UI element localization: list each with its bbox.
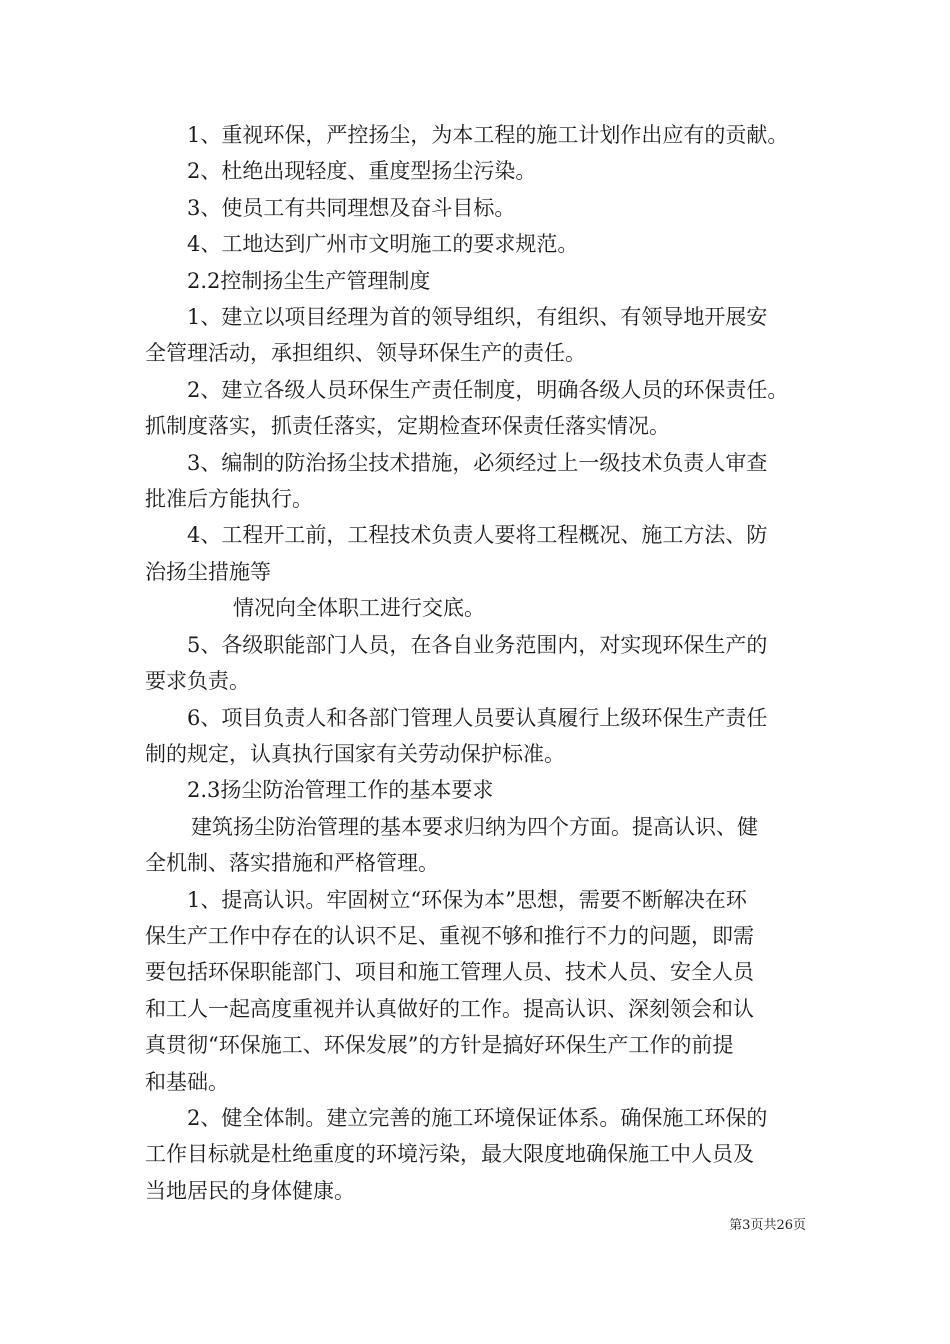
text-line: 保生产工作中存在的认识不足、重视不够和推行不力的问题，即需 [145, 923, 754, 948]
text-line: 要包括环保职能部门、项目和施工管理人员、技术人员、安全人员 [145, 960, 754, 985]
text-line: 1、建立以项目经理为首的领导组织，有组织、有领导地开展安 [187, 305, 768, 330]
text-line: 4、工程开工前，工程技术负责人要将工程概况、施工方法、防 [187, 523, 768, 548]
text-line: 2、健全体制。建立完善的施工环境保证体系。确保施工环保的 [187, 1105, 768, 1130]
text-line: 4、工地达到广州市文明施工的要求规范。 [187, 232, 579, 257]
text-line: 要求负责。 [145, 669, 250, 694]
text-line: 5、各级职能部门人员，在各自业务范围内，对实现环保生产的 [187, 632, 768, 657]
text-line: 真贯彻“环保施工、环保发展”的方针是搞好环保生产工作的前提 [145, 1033, 734, 1058]
text-line: 当地居民的身体健康。 [145, 1178, 355, 1203]
text-line: 和基础。 [145, 1069, 229, 1094]
text-line: 全机制、落实措施和严格管理。 [145, 851, 439, 876]
text-line: 3、使员工有共同理想及奋斗目标。 [187, 195, 516, 220]
text-line: 2、杜绝出现轻度、重度型扬尘污染。 [187, 159, 537, 184]
text-line: 3、编制的防治扬尘技术措施，必须经过上一级技术负责人审查 [187, 450, 768, 475]
text-line: 建筑扬尘防治管理的基本要求归纳为四个方面。提高认识、健 [191, 814, 758, 839]
text-line: 制的规定，认真执行国家有关劳动保护标准。 [145, 741, 565, 766]
body-text [145, 117, 825, 1209]
text-line: 工作目标就是杜绝重度的环境污染，最大限度地确保施工中人员及 [145, 1142, 754, 1167]
text-line: 和工人一起高度重视并认真做好的工作。提高认识、深刻领会和认 [145, 996, 754, 1021]
text-line: 治扬尘措施等 [145, 559, 271, 584]
text-line: 6、项目负责人和各部门管理人员要认真履行上级环保生产责任 [187, 705, 768, 730]
text-line: 2.2控制扬尘生产管理制度 [187, 268, 431, 293]
text-line: 2.3扬尘防治管理工作的基本要求 [187, 778, 494, 803]
text-line: 抓制度落实，抓责任落实，定期检查环保责任落实情况。 [145, 414, 670, 439]
text-line: 1、重视环保，严控扬尘，为本工程的施工计划作出应有的贡献。 [187, 123, 789, 147]
text-line: 1、提高认识。牢固树立“环保为本”思想，需要不断解决在环 [187, 887, 747, 912]
text-line: 全管理活动，承担组织、领导环保生产的责任。 [145, 341, 586, 366]
page-footer: 第3页共26页 [729, 1218, 806, 1233]
text-line: 批准后方能执行。 [145, 487, 313, 512]
text-line: 情况向全体职工进行交底。 [233, 596, 485, 621]
text-line: 2、建立各级人员环保生产责任制度，明确各级人员的环保责任。 [187, 377, 789, 402]
